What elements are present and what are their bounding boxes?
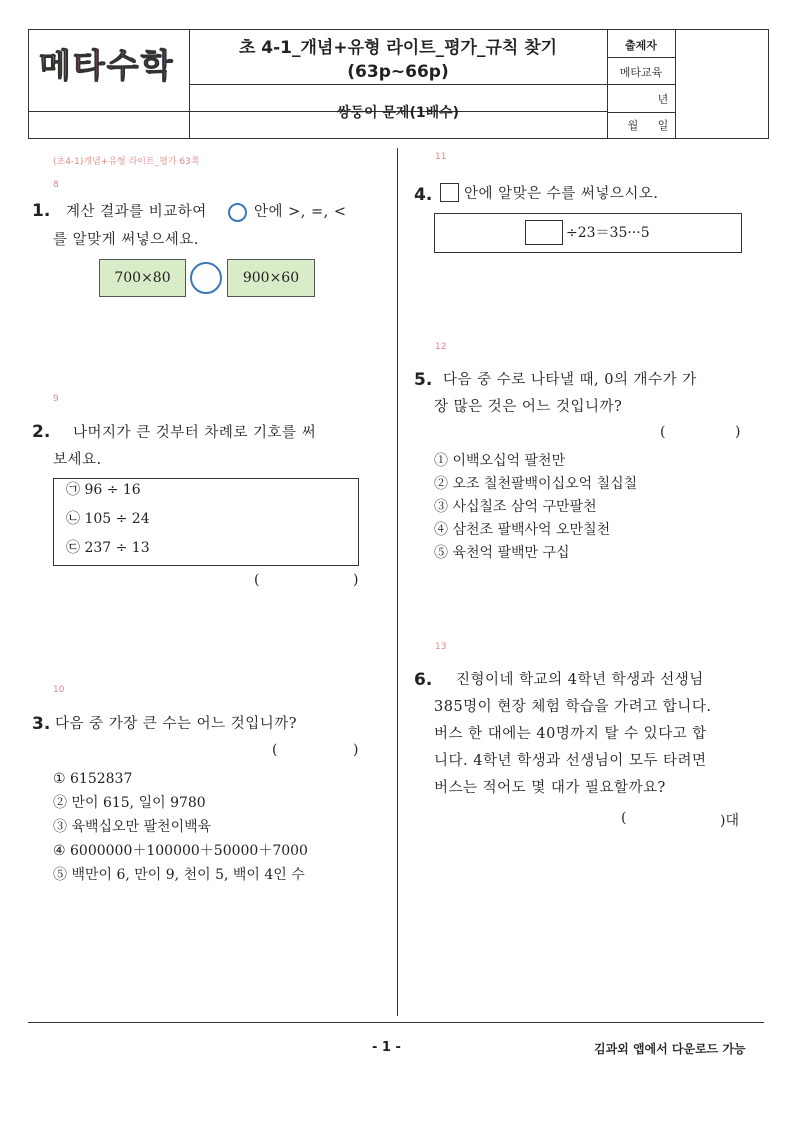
answer-paren-close: )	[353, 572, 359, 588]
author-label: 출제자	[625, 39, 657, 52]
option-item[interactable]: ② 만이 615, 일이 9780	[53, 795, 206, 811]
item-mark: ㉡	[66, 511, 80, 527]
question-id: 8	[53, 180, 59, 190]
question-source: (초4-1)개념+유형 라이트_평가 63쪽	[53, 157, 200, 167]
doc-title-pages: (63p~66p)	[347, 62, 449, 82]
list-item	[66, 537, 150, 561]
author-value: 메타교육	[619, 66, 663, 79]
day-label: 일	[657, 119, 669, 132]
option-item[interactable]: ③ 육백십오만 팔천이백육	[53, 819, 212, 835]
question-text: 버스 한 대에는 40명까지 탈 수 있다고 합	[434, 726, 707, 742]
question-number: 4.	[414, 185, 433, 205]
item-mark: ㉢	[66, 540, 80, 556]
question-id: 10	[53, 685, 65, 695]
expression-box-left: 700×80	[99, 259, 186, 297]
option-item[interactable]: ④ 삼천조 팔백사억 오만칠천	[434, 522, 611, 538]
question-id: 9	[53, 394, 59, 404]
question-number: 3.	[32, 714, 51, 734]
option-item[interactable]: ③ 사십칠조 삼억 구만팔천	[434, 499, 597, 515]
question-text: 를 알맞게 써넣으세요.	[53, 232, 199, 248]
option-item[interactable]: ① 6152837	[53, 771, 133, 787]
question-text: 다음 중 수로 나타낼 때, 0의 개수가 가	[443, 372, 697, 388]
answer-paren-open: (	[272, 742, 278, 758]
question-text: 안에 >, =, <	[254, 204, 347, 220]
question-text: 385명이 현장 체험 학습을 가려고 합니다.	[434, 699, 712, 715]
footer-note: 김과외 앱에서 다운로드 가능	[594, 1042, 746, 1056]
question-id: 11	[435, 152, 447, 162]
item-expr: 96 ÷ 16	[84, 482, 141, 498]
option-item[interactable]: ⑤ 육천억 팔백만 구십	[434, 545, 570, 561]
list-item	[66, 508, 150, 532]
logo-letter: 메	[39, 46, 71, 85]
logo-letter: 학	[140, 46, 173, 85]
answer-paren-close: )	[353, 742, 359, 758]
logo-letter: 수	[106, 46, 139, 85]
option-item[interactable]: ④ 6000000＋100000＋50000＋7000	[53, 843, 308, 859]
answer-circle[interactable]	[190, 262, 222, 294]
question-number: 2.	[32, 422, 51, 442]
answer-box[interactable]	[525, 220, 563, 245]
question-text: 안에 알맞은 수를 써넣으시오.	[464, 186, 659, 202]
answer-paren-open: (	[621, 810, 627, 826]
equation-expr: ÷23＝35···5	[566, 225, 650, 241]
question-number: 1.	[32, 201, 51, 221]
month-label: 월	[627, 119, 639, 132]
answer-paren-close: )대	[720, 813, 739, 829]
doc-title: 초 4-1_개념+유형 라이트_평가_규칙 찾기	[238, 38, 558, 58]
question-id: 13	[435, 642, 447, 652]
answer-paren-open: (	[254, 572, 260, 588]
blank-box-icon	[440, 183, 459, 202]
column-divider	[397, 148, 398, 1016]
item-expr: 237 ÷ 13	[84, 540, 150, 556]
question-text: 보세요.	[53, 452, 102, 468]
logo-letter: 타	[72, 46, 105, 85]
year-label: 년	[657, 93, 669, 106]
list-item	[66, 479, 141, 503]
question-text: 버스는 적어도 몇 대가 필요할까요?	[434, 780, 666, 796]
option-item[interactable]: ① 이백오십억 팔천만	[434, 453, 566, 469]
question-id: 12	[435, 342, 447, 352]
header-table	[28, 29, 769, 139]
question-number: 5.	[414, 370, 433, 390]
footer-divider	[28, 1022, 764, 1023]
answer-paren-open: (	[660, 424, 666, 440]
question-text: 니다. 4학년 학생과 선생님이 모두 타려면	[434, 753, 707, 769]
item-expr: 105 ÷ 24	[84, 511, 150, 527]
answer-paren-close: )	[735, 424, 741, 440]
option-item[interactable]: ⑤ 백만이 6, 만이 9, 천이 5, 백이 4인 수	[53, 867, 305, 883]
question-text: 나머지가 큰 것부터 차례로 기호를 써	[73, 425, 317, 441]
logo	[39, 46, 173, 86]
option-item[interactable]: ② 오조 칠천팔백이십오억 칠십칠	[434, 476, 638, 492]
question-text: 진형이네 학교의 4학년 학생과 선생님	[456, 672, 704, 688]
question-text: 계산 결과를 비교하여	[66, 204, 207, 220]
question-text: 장 많은 것은 어느 것입니까?	[434, 399, 623, 415]
compare-circle-icon	[228, 203, 247, 222]
question-number: 6.	[414, 670, 433, 690]
doc-subtitle: 쌍둥이 문제(1배수)	[336, 105, 460, 121]
question-text: 다음 중 가장 큰 수는 어느 것입니까?	[55, 716, 298, 732]
page-number: - 1 -	[372, 1040, 401, 1055]
item-mark: ㉠	[66, 482, 80, 498]
expression-box-right: 900×60	[227, 259, 315, 297]
